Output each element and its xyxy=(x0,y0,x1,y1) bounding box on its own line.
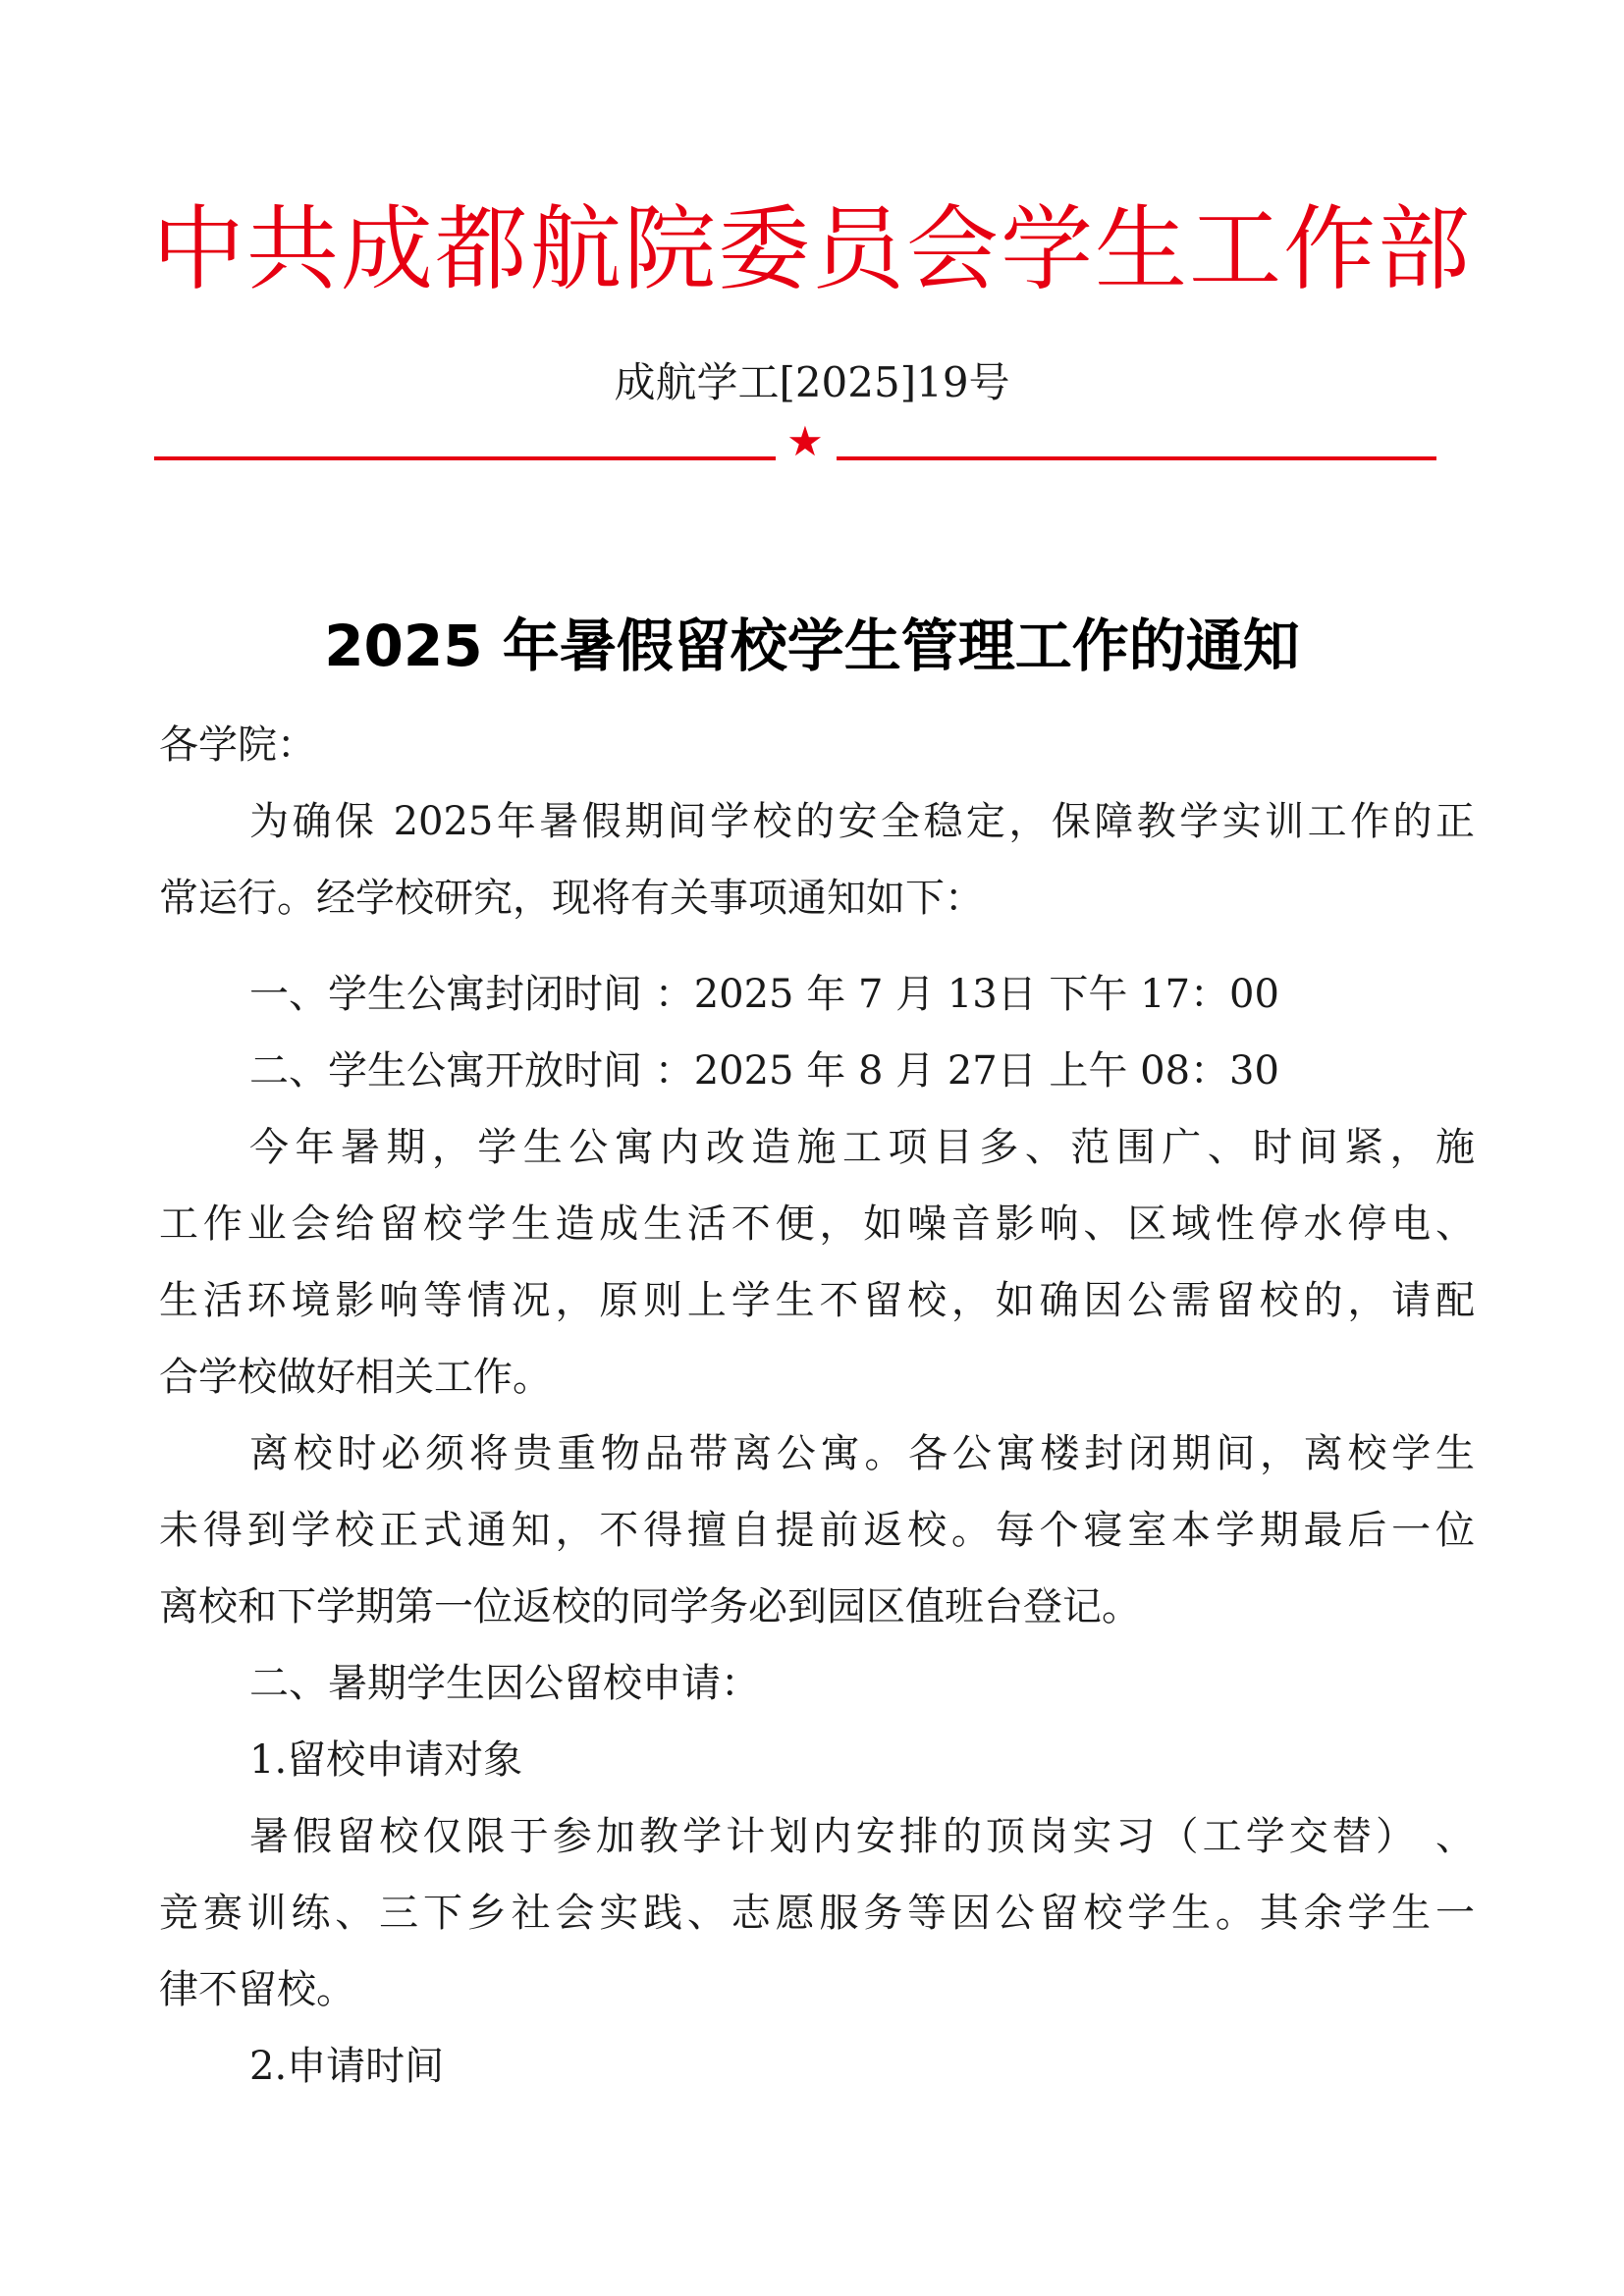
star-icon: ★ xyxy=(786,417,824,465)
scope-paragraph-line: 律不留校。 xyxy=(159,1967,355,2012)
subsection-heading: 2.申请时间 xyxy=(249,2044,445,2089)
construction-paragraph-line: 今年暑期，学生公寓内改造施工项目多、范围广、时间紧，施 xyxy=(249,1125,1475,1170)
apartment-closing-time: 一、学生公寓封闭时间 ：2025 年 7 月 13日 下午 17：00 xyxy=(249,972,1279,1017)
scope-paragraph-line: 暑假留校仅限于参加教学计划内安排的顶岗实习（工学交替） 、 xyxy=(249,1814,1475,1859)
construction-paragraph-line: 工作业会给留校学生造成生活不便，如噪音影响、区域性停水停电、 xyxy=(159,1201,1475,1247)
subsection-heading: 1.留校申请对象 xyxy=(249,1737,523,1783)
leave-paragraph-line: 离校和下学期第一位返校的同学务必到园区值班台登记。 xyxy=(159,1584,1141,1629)
construction-paragraph-line: 合学校做好相关工作。 xyxy=(159,1355,552,1400)
header-divider-left xyxy=(154,456,776,460)
leave-paragraph-line: 离校时必须将贵重物品带离公寓。各公寓楼封闭期间，离校学生 xyxy=(249,1431,1475,1476)
section-heading: 二、暑期学生因公留校申请： xyxy=(249,1661,760,1706)
header-org-title: 中共成都航院委员会学生工作部 xyxy=(151,196,1472,303)
notice-title: 2025 年暑假留校学生管理工作的通知 xyxy=(324,613,1300,679)
intro-line: 为确保 2025年暑假期间学校的安全稳定，保障教学实训工作的正 xyxy=(249,799,1475,844)
document-number: 成航学工[2025]19号 xyxy=(614,358,1010,406)
apartment-opening-time: 二、学生公寓开放时间 ：2025 年 8 月 27日 上午 08：30 xyxy=(249,1048,1279,1094)
spacer xyxy=(159,936,1475,956)
construction-paragraph-line: 生活环境影响等情况，原则上学生不留校，如确因公需留校的，请配 xyxy=(159,1278,1475,1323)
scope-paragraph-line: 竞赛训练、三下乡社会实践、志愿服务等因公留校学生。其余学生一 xyxy=(159,1891,1475,1936)
salutation: 各学院： xyxy=(159,722,316,768)
intro-line: 常运行。经学校研究，现将有关事项通知如下： xyxy=(159,876,984,921)
leave-paragraph-line: 未得到学校正式通知，不得擅自提前返校。每个寝室本学期最后一位 xyxy=(159,1508,1475,1553)
notice-body xyxy=(159,707,1475,2105)
header-divider-right xyxy=(837,456,1436,460)
